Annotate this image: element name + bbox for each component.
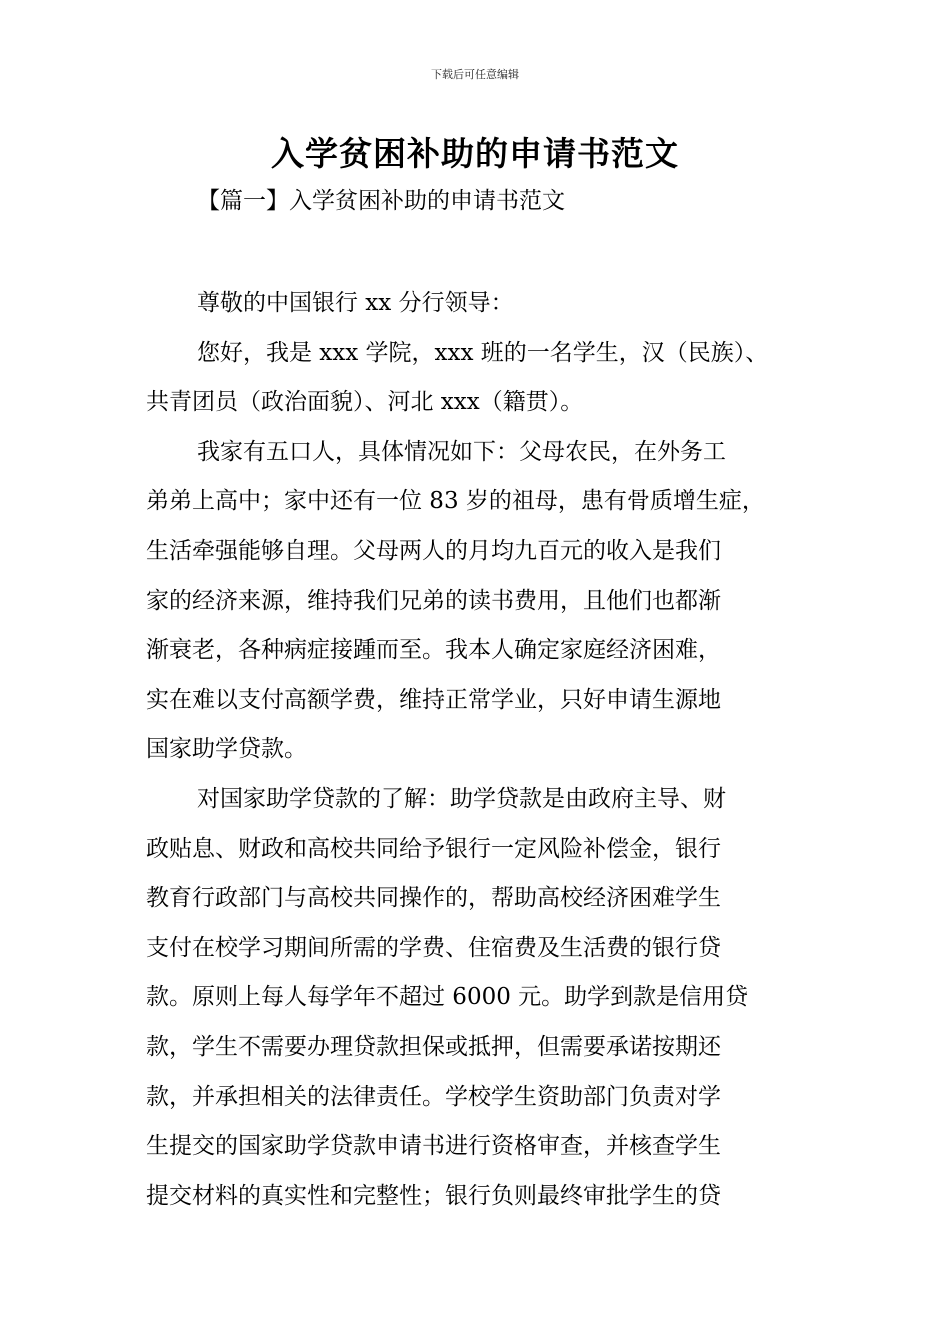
- paragraph-line: 家的经济来源，维持我们兄弟的读书费用，且他们也都渐: [146, 587, 721, 614]
- body-text: [146, 279, 826, 1221]
- paragraph-line: 生活牵强能够自理。父母两人的月均九百元的收入是我们: [146, 537, 721, 564]
- paragraph-line: 教育行政部门与高校共同操作的，帮助高校经济困难学生: [146, 885, 721, 912]
- paragraph-line: 对国家助学贷款的了解：助学贷款是由政府主导、财: [197, 785, 726, 812]
- paragraph-line: 提交材料的真实性和完整性；银行负则最终审批学生的贷: [146, 1182, 721, 1209]
- document-title: 入学贫困补助的申请书范文: [271, 134, 679, 173]
- paragraph-line: 支付在校学习期间所需的学费、住宿费及生活费的银行贷: [146, 934, 721, 961]
- paragraph-line: 渐衰老，各种病症接踵而至。我本人确定家庭经济困难，: [146, 637, 721, 664]
- paragraph-line: 款，并承担相关的法律责任。学校学生资助部门负责对学: [146, 1083, 721, 1110]
- paragraph-line: 款，学生不需要办理贷款担保或抵押，但需要承诺按期还: [146, 1033, 721, 1060]
- paragraph-line: 实在难以支付高额学费，维持正常学业，只好申请生源地: [146, 686, 721, 713]
- paragraph-line: 您好，我是 xxx 学院，xxx 班的一名学生，汉（民族）、: [197, 339, 769, 366]
- paragraph-line: 生提交的国家助学贷款申请书进行资格审查，并核查学生: [146, 1133, 721, 1160]
- paragraph-line: 共青团员（政治面貌）、河北 xxx（籍贯）。: [146, 389, 584, 416]
- paragraph-line: 弟弟上高中；家中还有一位 83 岁的祖母，患有骨质增生症，: [146, 488, 765, 515]
- paragraph-line: 款。原则上每人每学年不超过 6000 元。助学到款是信用贷: [146, 984, 749, 1011]
- paragraph-line: 政贴息、财政和高校共同给予银行一定风险补偿金，银行: [146, 835, 721, 862]
- paragraph-line: 国家助学贷款。: [146, 736, 307, 763]
- section-heading: 【篇一】入学贫困补助的申请书范文: [197, 188, 565, 214]
- header-note: 下载后可任意编辑: [431, 68, 519, 81]
- salutation-line: 尊敬的中国银行 xx 分行领导：: [197, 290, 514, 316]
- paragraph-line: 我家有五口人，具体情况如下：父母农民，在外务工: [197, 438, 726, 465]
